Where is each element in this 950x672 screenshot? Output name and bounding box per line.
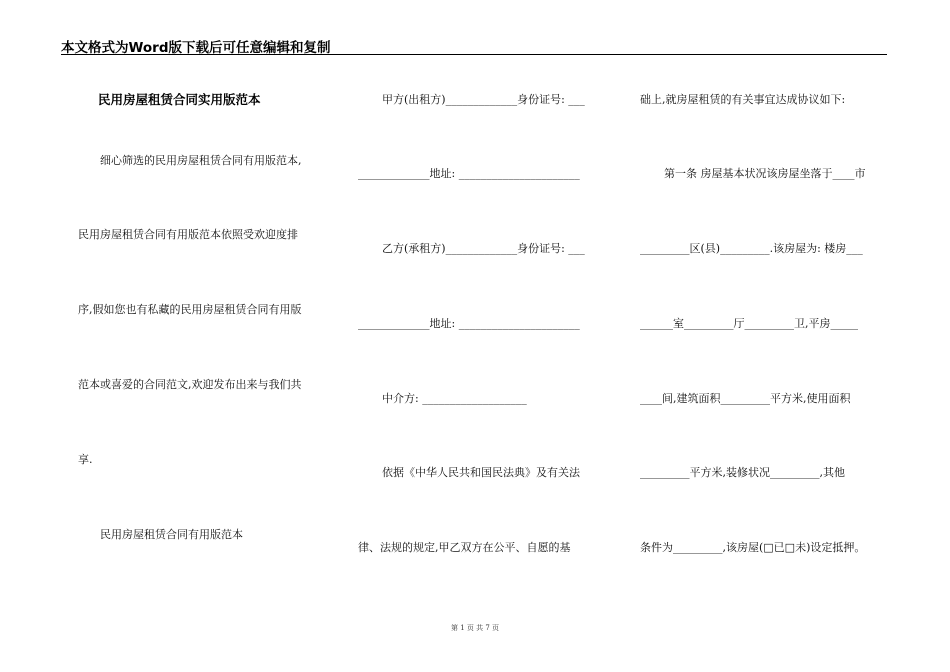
text-line: 细心筛选的民用房屋租赁合同有用版范本, bbox=[100, 154, 302, 167]
text-line: _____________地址: ______________________ bbox=[358, 317, 580, 330]
text-line: 甲方(出租方)_____________身份证号: ___ bbox=[382, 93, 585, 106]
text-column-1 bbox=[78, 0, 330, 672]
text-line: 范本或喜爱的合同范文,欢迎发布出来与我们共 bbox=[78, 378, 302, 391]
text-line: 享. bbox=[78, 453, 93, 466]
text-line: 律、法规的规定,甲乙双方在公平、自愿的基 bbox=[358, 541, 571, 554]
text-line: 中介方: ___________________ bbox=[382, 392, 527, 405]
text-line: 乙方(承租方)_____________身份证号: ___ bbox=[382, 242, 585, 255]
text-line: ______室_________厅_________卫,平房_____ bbox=[640, 317, 858, 330]
page-number-footer: 第 1 页 共 7 页 bbox=[450, 624, 500, 632]
text-line: 础上,就房屋租赁的有关事宜达成协议如下: bbox=[640, 93, 846, 106]
text-line: _____________地址: ______________________ bbox=[358, 167, 580, 180]
text-line: 民用房屋租赁合同有用版范本 bbox=[100, 528, 243, 541]
text-line: _________平方米,装修状况_________,其他 bbox=[640, 466, 845, 479]
text-line: 条件为_________,该房屋(□已□未)设定抵押。 bbox=[640, 541, 866, 554]
document-header-title: 本文格式为Word版下载后可任意编辑和复制 bbox=[61, 40, 331, 56]
text-line: ____间,建筑面积_________平方米,使用面积 bbox=[640, 392, 851, 405]
text-column-2 bbox=[358, 0, 610, 672]
document-title: 民用房屋租赁合同实用版范本 bbox=[98, 92, 261, 107]
text-column-3 bbox=[640, 0, 892, 672]
text-line: 序,假如您也有私藏的民用房屋租赁合同有用版 bbox=[78, 303, 302, 316]
text-line: 民用房屋租赁合同有用版范本依照受欢迎度排 bbox=[78, 228, 298, 241]
text-line: 依据《中华人民共和国民法典》及有关法 bbox=[382, 466, 580, 479]
text-line: _________区(县)_________.该房屋为: 楼房___ bbox=[640, 242, 863, 255]
text-line: 第一条 房屋基本状况该房屋坐落于____市 bbox=[664, 167, 866, 180]
